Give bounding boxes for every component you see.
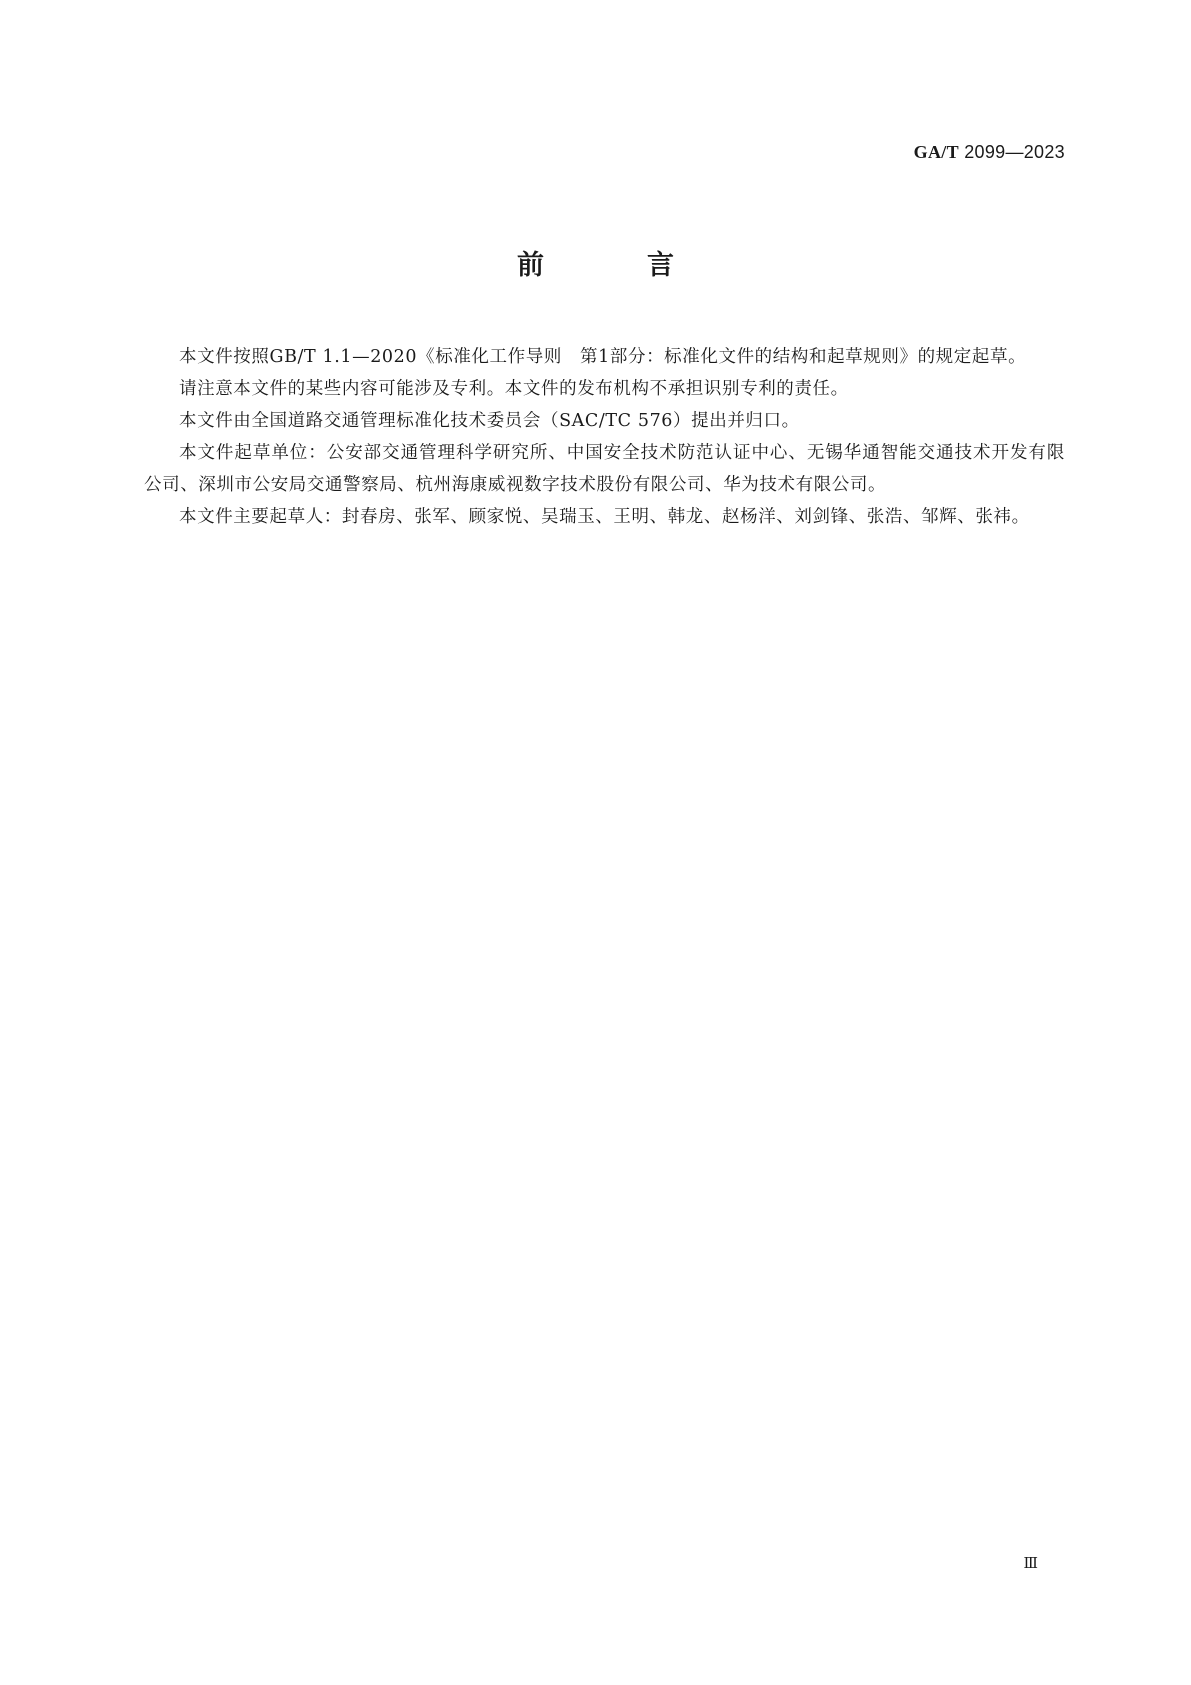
standard-number: 2099—2023 [964,142,1065,162]
standard-prefix: GA/T [913,142,959,162]
paragraph-proposer: 本文件由全国道路交通管理标准化技术委员会（SAC/TC 576）提出并归口。 [179,411,800,431]
paragraph-patent-notice: 请注意本文件的某些内容可能涉及专利。本文件的发布机构不承担识别专利的责任。 [179,379,849,399]
standard-code [914,142,1065,163]
page-title: 前 言 [517,250,712,281]
paragraph-drafting-units: 本文件起草单位：公安部交通管理科学研究所、中国安全技术防范认证中心、无锡华通智能交通技术开发有限公司、深圳市公安局交通警察局、杭州海康威视数字技术股份有限公司、华为技术有限公司。 [144,443,1065,495]
paragraph-basis: 本文件按照GB/T 1.1—2020《标准化工作导则 第1部分：标准化文件的结构和起草规则》的规定起草。 [179,347,1027,367]
foreword-body [144,341,1065,533]
page-number: Ⅲ [1023,1554,1038,1572]
paragraph-drafters: 本文件主要起草人：封春房、张军、顾家悦、吴瑞玉、王明、韩龙、赵杨洋、刘剑锋、张浩、邹辉、张祎。 [179,507,1030,527]
